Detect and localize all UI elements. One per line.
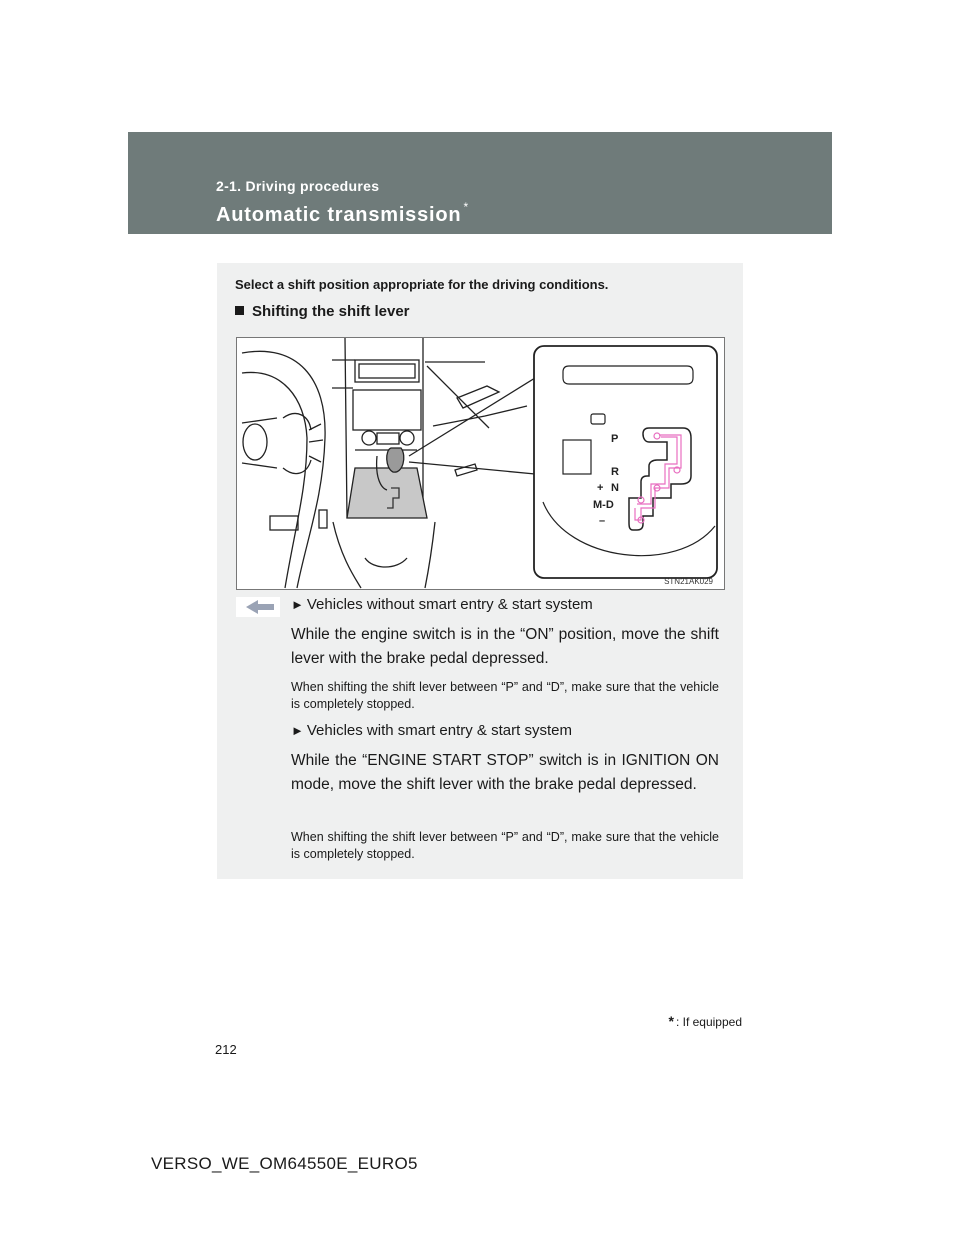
page-title xyxy=(216,200,469,227)
document-code: VERSO_WE_OM64550E_EURO5 xyxy=(151,1154,418,1173)
chapter-header xyxy=(128,132,832,234)
caution-note-1: When shifting the shift lever between “P” and “D”, make sure that the vehicle is completely stopped. xyxy=(291,680,719,711)
page-number: 212 xyxy=(215,1042,237,1057)
square-bullet-icon xyxy=(235,306,244,315)
gate-label-r: R xyxy=(611,466,619,478)
steering-wheel xyxy=(242,351,325,588)
equipped-mark: * xyxy=(463,200,469,214)
dashboard-illustration xyxy=(237,338,724,589)
shift-knob xyxy=(387,448,404,472)
gate-label-minus: – xyxy=(599,515,606,527)
gate-label-plus: + xyxy=(597,482,604,494)
vehicle-heading-1-text: Vehicles without smart entry & start system xyxy=(306,596,593,613)
gate-label-md: M-D xyxy=(593,499,614,511)
intro-text: Select a shift position appropriate for the driving conditions. xyxy=(235,277,609,292)
gate-label-n: N xyxy=(611,482,619,494)
section-label: 2-1. Driving procedures xyxy=(216,178,380,194)
gate-label-p: P xyxy=(611,433,619,445)
asterisk-icon: * xyxy=(668,1013,674,1029)
subheading-text: Shifting the shift lever xyxy=(252,303,410,320)
figure-code: STN21AK029 xyxy=(664,577,713,586)
triangle-bullet-icon: ► xyxy=(291,597,304,612)
vehicle-heading-1 xyxy=(291,596,593,613)
vehicle-heading-2-text: Vehicles with smart entry & start system xyxy=(306,722,572,739)
vehicle-heading-2 xyxy=(291,722,572,739)
subheading xyxy=(235,303,410,320)
footnote-text: : If equipped xyxy=(675,1015,742,1029)
footnote xyxy=(668,1013,742,1029)
page-title-text: Automatic transmission xyxy=(216,204,462,226)
instruction-text-2: While the “ENGINE START STOP” switch is in IGNITION ON mode, move the shift lever with the brake pedal depressed. xyxy=(291,752,719,793)
shift-lever-illustration xyxy=(236,337,725,590)
left-arrow-icon xyxy=(236,597,280,617)
reference-arrow xyxy=(236,597,280,617)
triangle-bullet-icon: ► xyxy=(291,723,304,738)
content-panel xyxy=(217,263,743,879)
caution-note-2: When shifting the shift lever between “P” and “D”, make sure that the vehicle is completely stopped. xyxy=(291,830,719,861)
instruction-text-1: While the engine switch is in the “ON” position, move the shift lever with the brake pedal depressed. xyxy=(291,626,719,667)
